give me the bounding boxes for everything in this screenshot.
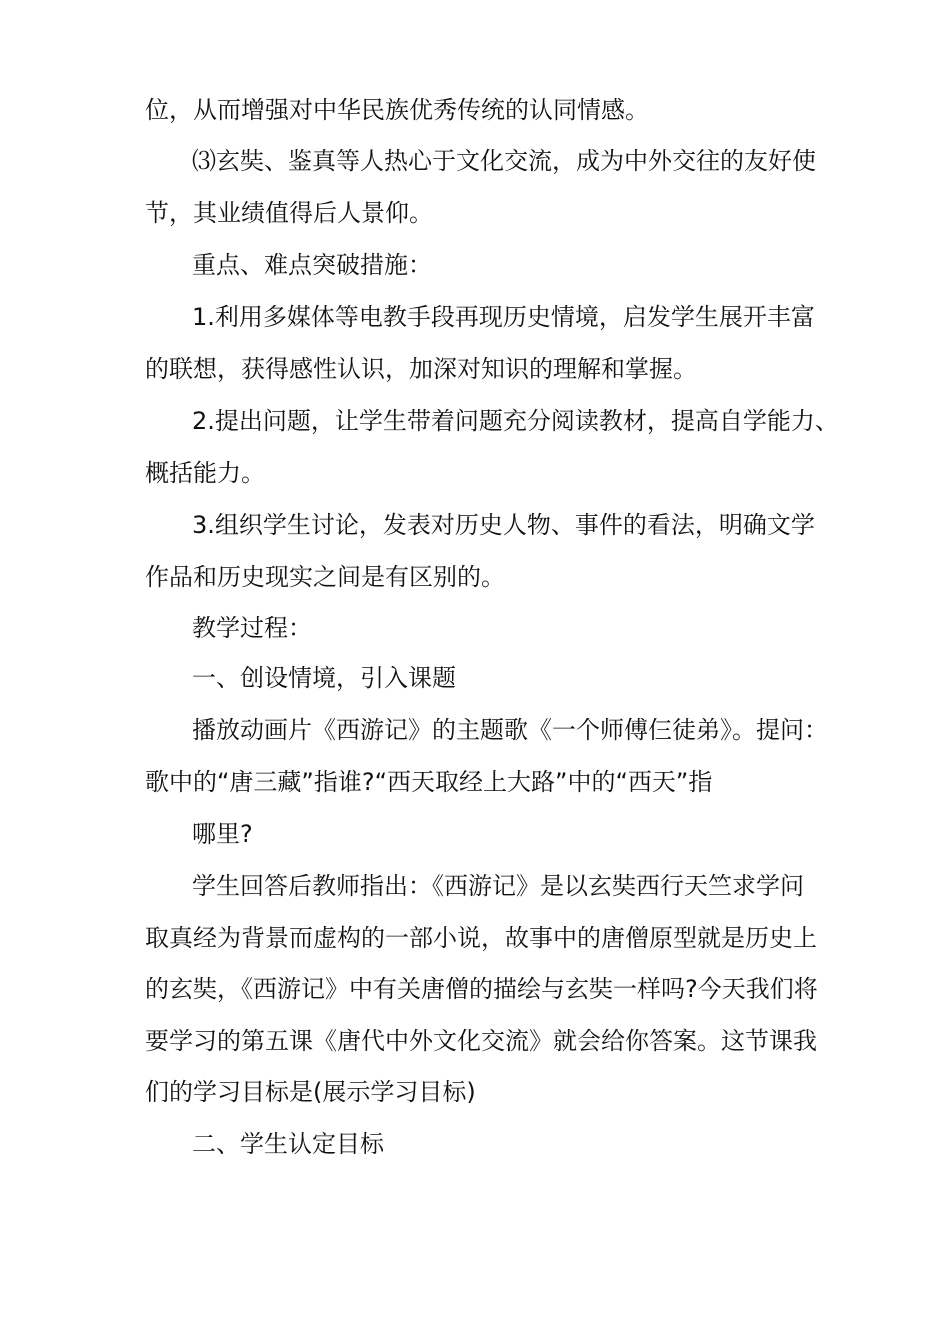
text-line: 重点、难点突破措施： [192,251,432,279]
text-line: 要学习的第五课《唐代中外文化交流》就会给你答案。这节课我 [145,1027,817,1055]
text-line: 概括能力。 [145,459,265,487]
text-line: 一、创设情境，引入课题 [192,664,456,692]
text-line: 二、学生认定目标 [192,1130,384,1158]
text-line: 学生回答后教师指出：《西游记》是以玄奘西行天竺求学问 [192,872,804,900]
text-line: 教学过程： [192,614,312,642]
text-line: 的玄奘，《西游记》中有关唐僧的描绘与玄奘一样吗?今天我们将 [145,975,818,1003]
text-line: 2.提出问题，让学生带着问题充分阅读教材，提高自学能力、 [192,407,839,435]
text-line: 1.利用多媒体等电教手段再现历史情境，启发学生展开丰富 [192,303,815,331]
text-line: 取真经为背景而虚构的一部小说，故事中的唐僧原型就是历史上 [145,924,817,952]
text-line: 哪里? [192,820,253,848]
text-line: 位，从而增强对中华民族优秀传统的认同情感。 [145,96,649,124]
text-line: 作品和历史现实之间是有区别的。 [145,563,505,591]
text-line: 播放动画片《西游记》的主题歌《一个师傅仨徒弟》。提问： [192,716,828,744]
text-line: ⑶玄奘、鉴真等人热心于文化交流，成为中外交往的友好使 [192,147,816,175]
text-line: 歌中的“唐三藏”指谁?“西天取经上大路”中的“西天”指 [145,768,713,796]
text-line: 3.组织学生讨论，发表对历史人物、事件的看法，明确文学 [192,511,815,539]
text-line: 节，其业绩值得后人景仰。 [145,199,433,227]
text-line: 们的学习目标是(展示学习目标) [145,1078,476,1106]
text-line: 的联想，获得感性认识，加深对知识的理解和掌握。 [145,355,697,383]
